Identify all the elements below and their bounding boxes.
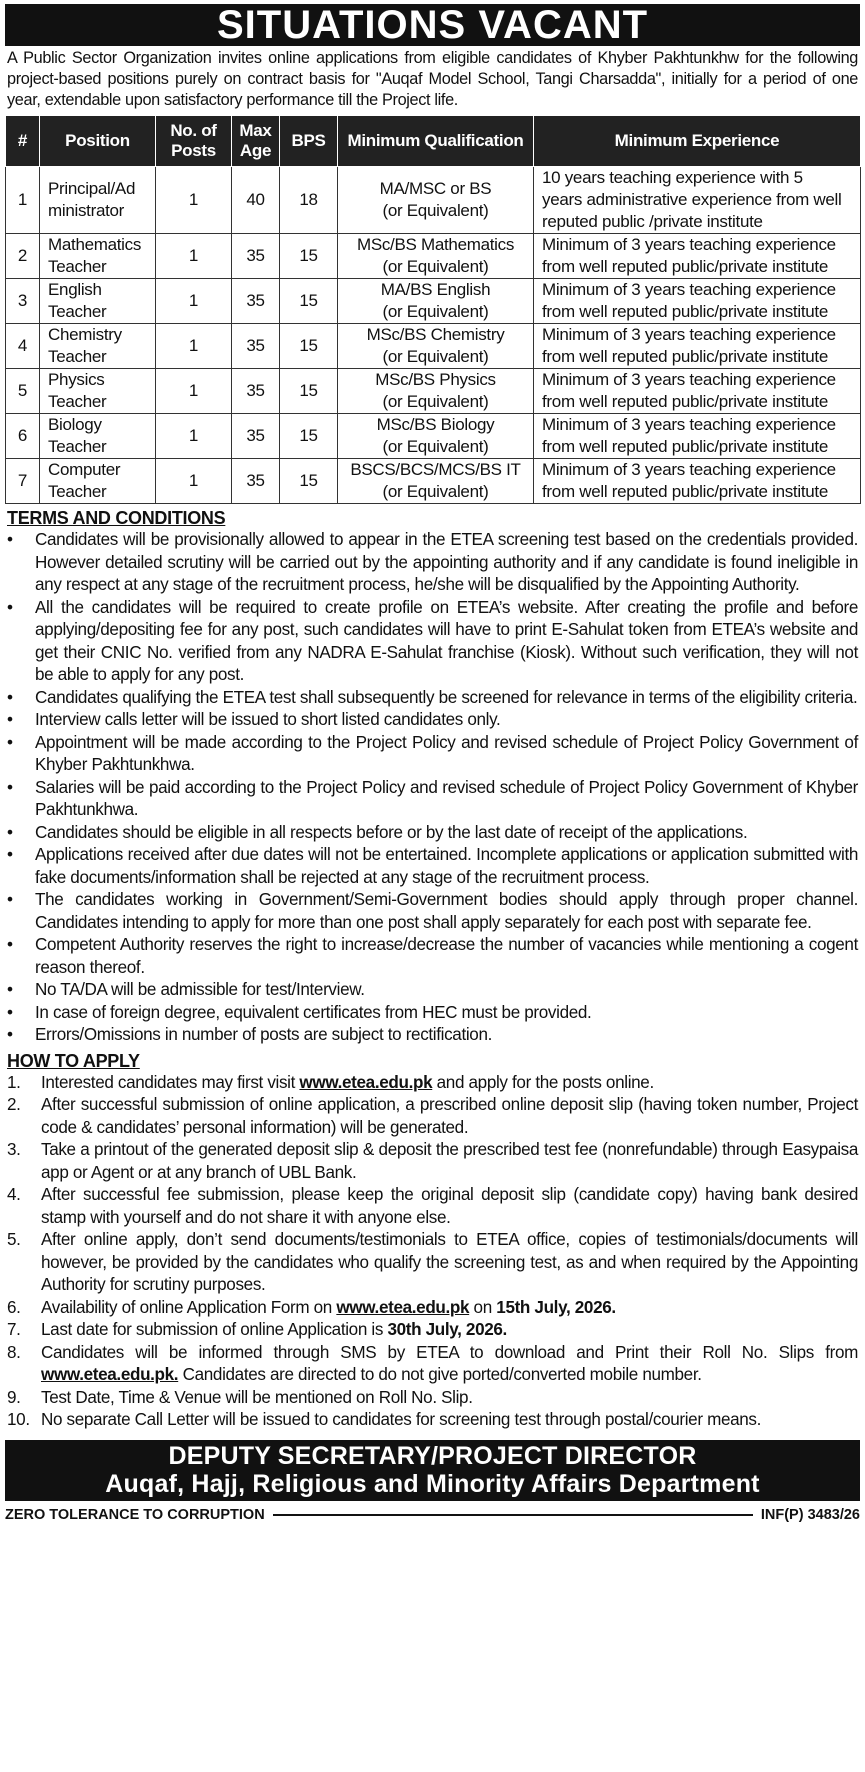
cell-max-age: 35 (232, 234, 280, 279)
cell-posts: 1 (156, 279, 232, 324)
slogan: ZERO TOLERANCE TO CORRUPTION (5, 1506, 265, 1523)
list-item: 2. After successful submission of online application, a prescribed online deposit slip (having token number, Project code & candidates’ personal information) will be generated. (7, 1095, 858, 1137)
list-item: • Candidates should be eligible in all respects before or by the last date of receipt of the applications. (5, 822, 860, 845)
cell-qualification: BSCS/BCS/MCS/BS IT (or Equivalent) (338, 459, 534, 504)
cell-experience: Minimum of 3 years teaching experience from well reputed public/private institute (534, 414, 861, 459)
table-header-row (6, 116, 861, 167)
bullet-icon: • (7, 822, 13, 842)
cell-number: 7 (6, 459, 40, 504)
cell-qualification: MSc/BS Biology (or Equivalent) (338, 414, 534, 459)
cell-qualification: MA/BS English (or Equivalent) (338, 279, 534, 324)
list-item: 9. Test Date, Time & Venue will be mentioned on Roll No. Slip. (7, 1387, 473, 1407)
cell-qualification: MSc/BS Mathematics (or Equivalent) (338, 234, 534, 279)
list-item: • In case of foreign degree, equivalent certificates from HEC must be provided. (5, 1002, 860, 1025)
table-row (6, 459, 861, 504)
how-to-apply-list (5, 1072, 860, 1432)
table-row (6, 234, 861, 279)
footer-line (5, 1505, 860, 1525)
cell-position: Mathematics Teacher (40, 234, 156, 279)
cell-qualification: MA/MSC or BS (or Equivalent) (338, 167, 534, 234)
cell-number: 4 (6, 324, 40, 369)
cell-max-age: 35 (232, 324, 280, 369)
cell-position: English Teacher (40, 279, 156, 324)
terms-list (5, 529, 860, 1047)
column-header: Max Age (232, 116, 280, 167)
cell-posts: 1 (156, 167, 232, 234)
list-item: 8. Candidates will be informed through SMS by ETEA to download and Print their Roll No. Slips from www.etea.edu.pk. Candidates are directed to do not give ported/converted mobile number. (7, 1342, 858, 1384)
reference-number: INF(P) 3483/26 (760, 1506, 860, 1523)
column-header: # (6, 116, 40, 167)
list-item: • The candidates working in Government/Semi-Government bodies should apply through proper channel. Candidates intending to apply for more than one post shall apply separately for each post with separate fee. (7, 890, 858, 932)
cell-posts: 1 (156, 234, 232, 279)
bullet-icon: • (7, 732, 13, 752)
cell-experience: Minimum of 3 years teaching experience from well reputed public/private institute (534, 369, 861, 414)
cell-position: Computer Teacher (40, 459, 156, 504)
cell-position: Biology Teacher (40, 414, 156, 459)
list-item: • Appointment will be made according to the Project Policy and revised schedule of Project Policy Government of Khyber Pakhtunkhwa. (7, 732, 858, 774)
divider (273, 1514, 753, 1516)
cell-bps: 18 (280, 167, 338, 234)
cell-position: Principal/Ad ministrator (40, 167, 156, 234)
cell-experience: Minimum of 3 years teaching experience from well reputed public/private institute (534, 234, 861, 279)
bullet-icon: • (7, 777, 13, 797)
bullet-icon: • (7, 845, 13, 864)
cell-number: 5 (6, 369, 40, 414)
column-header: Minimum Qualification (338, 116, 534, 167)
issuer-department: Auqaf, Hajj, Religious and Minority Affairs Department (105, 1469, 760, 1498)
cell-max-age: 35 (232, 414, 280, 459)
cell-qualification: MSc/BS Physics (or Equivalent) (338, 369, 534, 414)
list-item: 6. Availability of online Application Form on www.etea.edu.pk on 15th July, 2026. (7, 1297, 616, 1317)
cell-number: 6 (6, 414, 40, 459)
list-item: • All the candidates will be required to create profile on ETEA’s website. After creating the profile and before applying/depositing fee for any post, such candidates will have to print E-Sahulat token from ETEA’s website and get their CNIC No. verified from any NADRA E-Sahulat franchise (Kiosk). Without such verification, they will not be able to apply for any post. (7, 597, 858, 684)
how-to-apply-heading: HOW TO APPLY (7, 1050, 140, 1071)
cell-bps: 15 (280, 234, 338, 279)
cell-max-age: 35 (232, 369, 280, 414)
cell-posts: 1 (156, 324, 232, 369)
cell-experience: Minimum of 3 years teaching experience from well reputed public/private institute (534, 459, 861, 504)
cell-experience: Minimum of 3 years teaching experience from well reputed public/private institute (534, 324, 861, 369)
bullet-icon: • (7, 597, 13, 617)
list-item: 7. Last date for submission of online Application is 30th July, 2026. (7, 1320, 507, 1339)
cell-max-age: 40 (232, 167, 280, 234)
list-item: 10. No separate Call Letter will be issued to candidates for screening test through postal/courier means. (7, 1410, 762, 1429)
intro-paragraph: A Public Sector Organization invites online applications from eligible candidates of Khyber Pakhtunkhw for the following project-based positions purely on contract basis for "Auqaf Model School, Tangi Charsadda", initially for a period of one year, extendable upon satisfactory performance till the Project life. (7, 49, 858, 109)
etea-website-link[interactable]: www.etea.edu.pk (336, 1297, 470, 1317)
issuer-banner (5, 1440, 860, 1501)
list-item: 4. After successful fee submission, please keep the original deposit slip (candidate copy) having bank desired stamp with yourself and do not share it with anyone else. (7, 1185, 858, 1227)
table-row (6, 324, 861, 369)
list-item: 3. Take a printout of the generated deposit slip & deposit the prescribed test fee (nonrefundable) through Easypaisa app or Agent or at any branch of UBL Bank. (7, 1140, 858, 1182)
cell-number: 2 (6, 234, 40, 279)
etea-website-link[interactable]: www.etea.edu.pk. (41, 1365, 179, 1384)
cell-bps: 15 (280, 279, 338, 324)
cell-bps: 15 (280, 324, 338, 369)
list-item: • Errors/Omissions in number of posts are subject to rectification. (5, 1024, 860, 1047)
bullet-icon: • (7, 890, 13, 909)
list-item: 5. After online apply, don’t send documents/testimonials to ETEA office, copies of testimonials/documents will however, be provided by the candidates who qualify the screening test, as and when required by the Appointing Authority for scrutiny purposes. (7, 1230, 858, 1294)
cell-max-age: 35 (232, 279, 280, 324)
cell-qualification: MSc/BS Chemistry (or Equivalent) (338, 324, 534, 369)
cell-bps: 15 (280, 459, 338, 504)
column-header: Minimum Experience (534, 116, 861, 167)
cell-experience: Minimum of 3 years teaching experience from well reputed public/private institute (534, 279, 861, 324)
column-header: BPS (280, 116, 338, 167)
cell-number: 1 (6, 167, 40, 234)
list-item: • Salaries will be paid according to the Project Policy and revised schedule of Project Policy Government of Khyber Pakhtunkhwa. (7, 777, 858, 819)
list-item: • No TA/DA will be admissible for test/Interview. (5, 979, 860, 1002)
page-title: SITUATIONS VACANT (5, 4, 860, 46)
list-item: • Candidates will be provisionally allowed to appear in the ETEA screening test based on the credentials provided. However detailed scrutiny will be carried out by the appointing authority and if any candidate is found ineligible in any respect at any stage of the recruitment process, he/she will be disqualified by the Appointing Authority. (7, 530, 858, 594)
bullet-icon: • (7, 687, 13, 707)
column-header: No. of Posts (156, 116, 232, 167)
table-row (6, 167, 861, 234)
cell-position: Chemistry Teacher (40, 324, 156, 369)
cell-number: 3 (6, 279, 40, 324)
list-item: • Candidates qualifying the ETEA test shall subsequently be screened for relevance in terms of the eligibility criteria. (5, 687, 860, 710)
cell-posts: 1 (156, 459, 232, 504)
list-item: 1. Interested candidates may first visit www.etea.edu.pk and apply for the posts online. (7, 1072, 654, 1092)
cell-position: Physics Teacher (40, 369, 156, 414)
table-row (6, 369, 861, 414)
list-item: • Competent Authority reserves the right to increase/decrease the number of vacancies while mentioning a cogent reason thereof. (7, 935, 858, 977)
cell-bps: 15 (280, 369, 338, 414)
cell-posts: 1 (156, 369, 232, 414)
bullet-icon: • (7, 935, 13, 954)
cell-experience: 10 years teaching experience with 5 years administrative experience from well reputed public /private institute (534, 167, 861, 234)
table-row (6, 279, 861, 324)
positions-table (5, 115, 861, 504)
bullet-icon: • (7, 980, 13, 999)
issuer-title: DEPUTY SECRETARY/PROJECT DIRECTOR (168, 1441, 697, 1470)
bullet-icon: • (7, 1002, 13, 1022)
cell-bps: 15 (280, 414, 338, 459)
cell-max-age: 35 (232, 459, 280, 504)
etea-website-link[interactable]: www.etea.edu.pk (299, 1072, 433, 1092)
column-header: Position (40, 116, 156, 167)
table-row (6, 414, 861, 459)
list-item: • Interview calls letter will be issued to short listed candidates only. (5, 709, 860, 732)
bullet-icon: • (7, 530, 13, 549)
terms-heading: TERMS AND CONDITIONS (7, 508, 226, 528)
cell-posts: 1 (156, 414, 232, 459)
bullet-icon: • (7, 1025, 13, 1044)
bullet-icon: • (7, 710, 13, 729)
list-item: • Applications received after due dates will not be entertained. Incomplete applications or application submitted with fake documents/information shall be rejected at any stage of the recruitment process. (7, 845, 858, 887)
